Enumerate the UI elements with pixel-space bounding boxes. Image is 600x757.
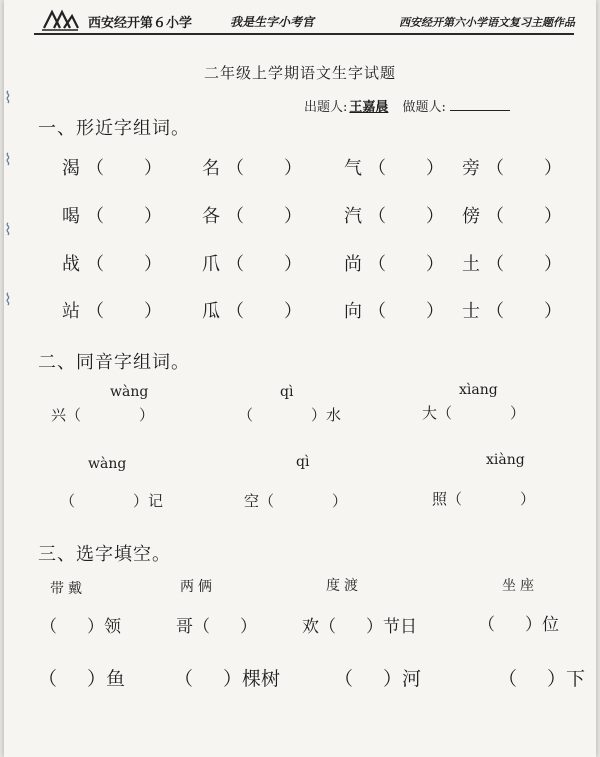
- fill-item: 欢（ ）节日: [302, 617, 417, 637]
- homophone-item: （ ）记: [60, 492, 164, 510]
- word-item: [62, 202, 162, 228]
- homophone-item: 空（ ）: [244, 492, 348, 510]
- pinyin: xiàng: [486, 452, 525, 468]
- base-character: 名: [202, 158, 220, 179]
- page-edge-marks: ⌇ ⌇ ⌇ ⌇: [4, 88, 12, 309]
- base-character: 爪: [202, 254, 220, 275]
- pinyin: xìang: [459, 382, 498, 398]
- right-paren: ）: [544, 206, 562, 227]
- homophone-item: 照（ ）: [432, 490, 536, 508]
- base-character: 汽: [344, 206, 362, 227]
- fill-item: （ ）鱼: [38, 668, 126, 690]
- section1-heading: 一、形近字组词。: [38, 118, 190, 139]
- fill-item: （ ）领: [40, 617, 121, 637]
- word-item: [62, 297, 162, 323]
- right-paren: ）: [284, 206, 302, 227]
- base-character: 向: [344, 301, 362, 322]
- fill-item: （ ）棵树: [174, 668, 281, 690]
- base-character: 旁: [462, 158, 480, 179]
- left-paren: （: [86, 301, 104, 322]
- choice-pair: 度渡: [326, 578, 362, 594]
- base-character: 傍: [462, 206, 480, 227]
- fill-item: 哥（ ）: [176, 617, 257, 637]
- word-item: [462, 154, 562, 180]
- homophone-item: （ ）水: [238, 406, 342, 424]
- word-item: [62, 154, 162, 180]
- left-paren: （: [486, 254, 504, 275]
- homophone-item: 大（ ）: [422, 404, 526, 422]
- word-item: [62, 250, 162, 276]
- base-character: 士: [462, 301, 480, 322]
- setter-name: 王嘉晨: [349, 100, 389, 115]
- right-paren: ）: [144, 206, 162, 227]
- right-paren: ）: [284, 254, 302, 275]
- base-character: 喝: [62, 206, 80, 227]
- pinyin: wàng: [88, 456, 127, 472]
- base-character: 战: [62, 254, 80, 275]
- left-paren: （: [368, 158, 386, 179]
- right-paren: ）: [426, 158, 444, 179]
- right-paren: ）: [284, 301, 302, 322]
- right-paren: ）: [544, 254, 562, 275]
- base-character: 气: [344, 158, 362, 179]
- setter-label: 出题人:: [304, 100, 348, 115]
- header-band: [32, 6, 577, 34]
- left-paren: （: [226, 206, 244, 227]
- choice-pair: 两俩: [180, 579, 216, 595]
- solver-label: 做题人:: [402, 100, 446, 115]
- series-name: 西安经开第六小学语文复习主题作品: [399, 16, 575, 29]
- word-item: [462, 297, 562, 323]
- worksheet-page: [4, 0, 596, 757]
- right-paren: ）: [426, 206, 444, 227]
- left-paren: （: [486, 301, 504, 322]
- word-row: [4, 250, 596, 280]
- base-character: 瓜: [202, 301, 220, 322]
- base-character: 各: [202, 206, 220, 227]
- right-paren: ）: [544, 301, 562, 322]
- left-paren: （: [226, 301, 244, 322]
- base-character: 土: [462, 254, 480, 275]
- left-paren: （: [226, 158, 244, 179]
- left-paren: （: [486, 158, 504, 179]
- right-paren: ）: [426, 254, 444, 275]
- slogan: 我是生字小考官: [230, 15, 315, 29]
- left-paren: （: [486, 206, 504, 227]
- right-paren: ）: [544, 158, 562, 179]
- left-paren: （: [86, 158, 104, 179]
- right-paren: ）: [144, 254, 162, 275]
- left-paren: （: [368, 206, 386, 227]
- pinyin: qì: [280, 384, 294, 400]
- header-divider: [34, 33, 574, 35]
- left-paren: （: [368, 301, 386, 322]
- word-item: [344, 154, 444, 180]
- choice-pair: 坐座: [502, 578, 538, 594]
- right-paren: ）: [426, 301, 444, 322]
- pinyin: wàng: [110, 384, 149, 400]
- word-row: [4, 154, 596, 184]
- word-item: [202, 202, 302, 228]
- word-item: [344, 202, 444, 228]
- school-logo-icon: [40, 8, 80, 32]
- word-item: [462, 250, 562, 276]
- section2-heading: 二、同音字组词。: [38, 352, 190, 373]
- homophone-item: 兴（ ）: [51, 406, 155, 424]
- right-paren: ）: [144, 301, 162, 322]
- authors-line: [304, 96, 510, 115]
- right-paren: ）: [284, 158, 302, 179]
- school-name: 西安经开第６小学: [88, 16, 193, 31]
- section3-heading: 三、选字填空。: [38, 544, 171, 565]
- choice-pair: 带戴: [50, 581, 86, 597]
- word-item: [202, 250, 302, 276]
- base-character: 渴: [62, 158, 80, 179]
- left-paren: （: [86, 254, 104, 275]
- right-paren: ）: [144, 158, 162, 179]
- fill-item: （ ）下: [498, 668, 586, 690]
- left-paren: （: [226, 254, 244, 275]
- word-item: [462, 202, 562, 228]
- base-character: 尚: [344, 254, 362, 275]
- pinyin: qì: [296, 454, 310, 470]
- word-item: [202, 297, 302, 323]
- word-item: [344, 297, 444, 323]
- solver-blank[interactable]: [450, 110, 510, 111]
- left-paren: （: [86, 206, 104, 227]
- word-row: [4, 297, 596, 327]
- page-title: 二年级上学期语文生字试题: [203, 64, 396, 82]
- left-paren: （: [368, 254, 386, 275]
- fill-item: （ ）河: [334, 668, 422, 690]
- fill-item: （ ）位: [478, 615, 559, 635]
- word-row: [4, 202, 596, 232]
- word-item: [202, 154, 302, 180]
- word-item: [344, 250, 444, 276]
- base-character: 站: [62, 301, 80, 322]
